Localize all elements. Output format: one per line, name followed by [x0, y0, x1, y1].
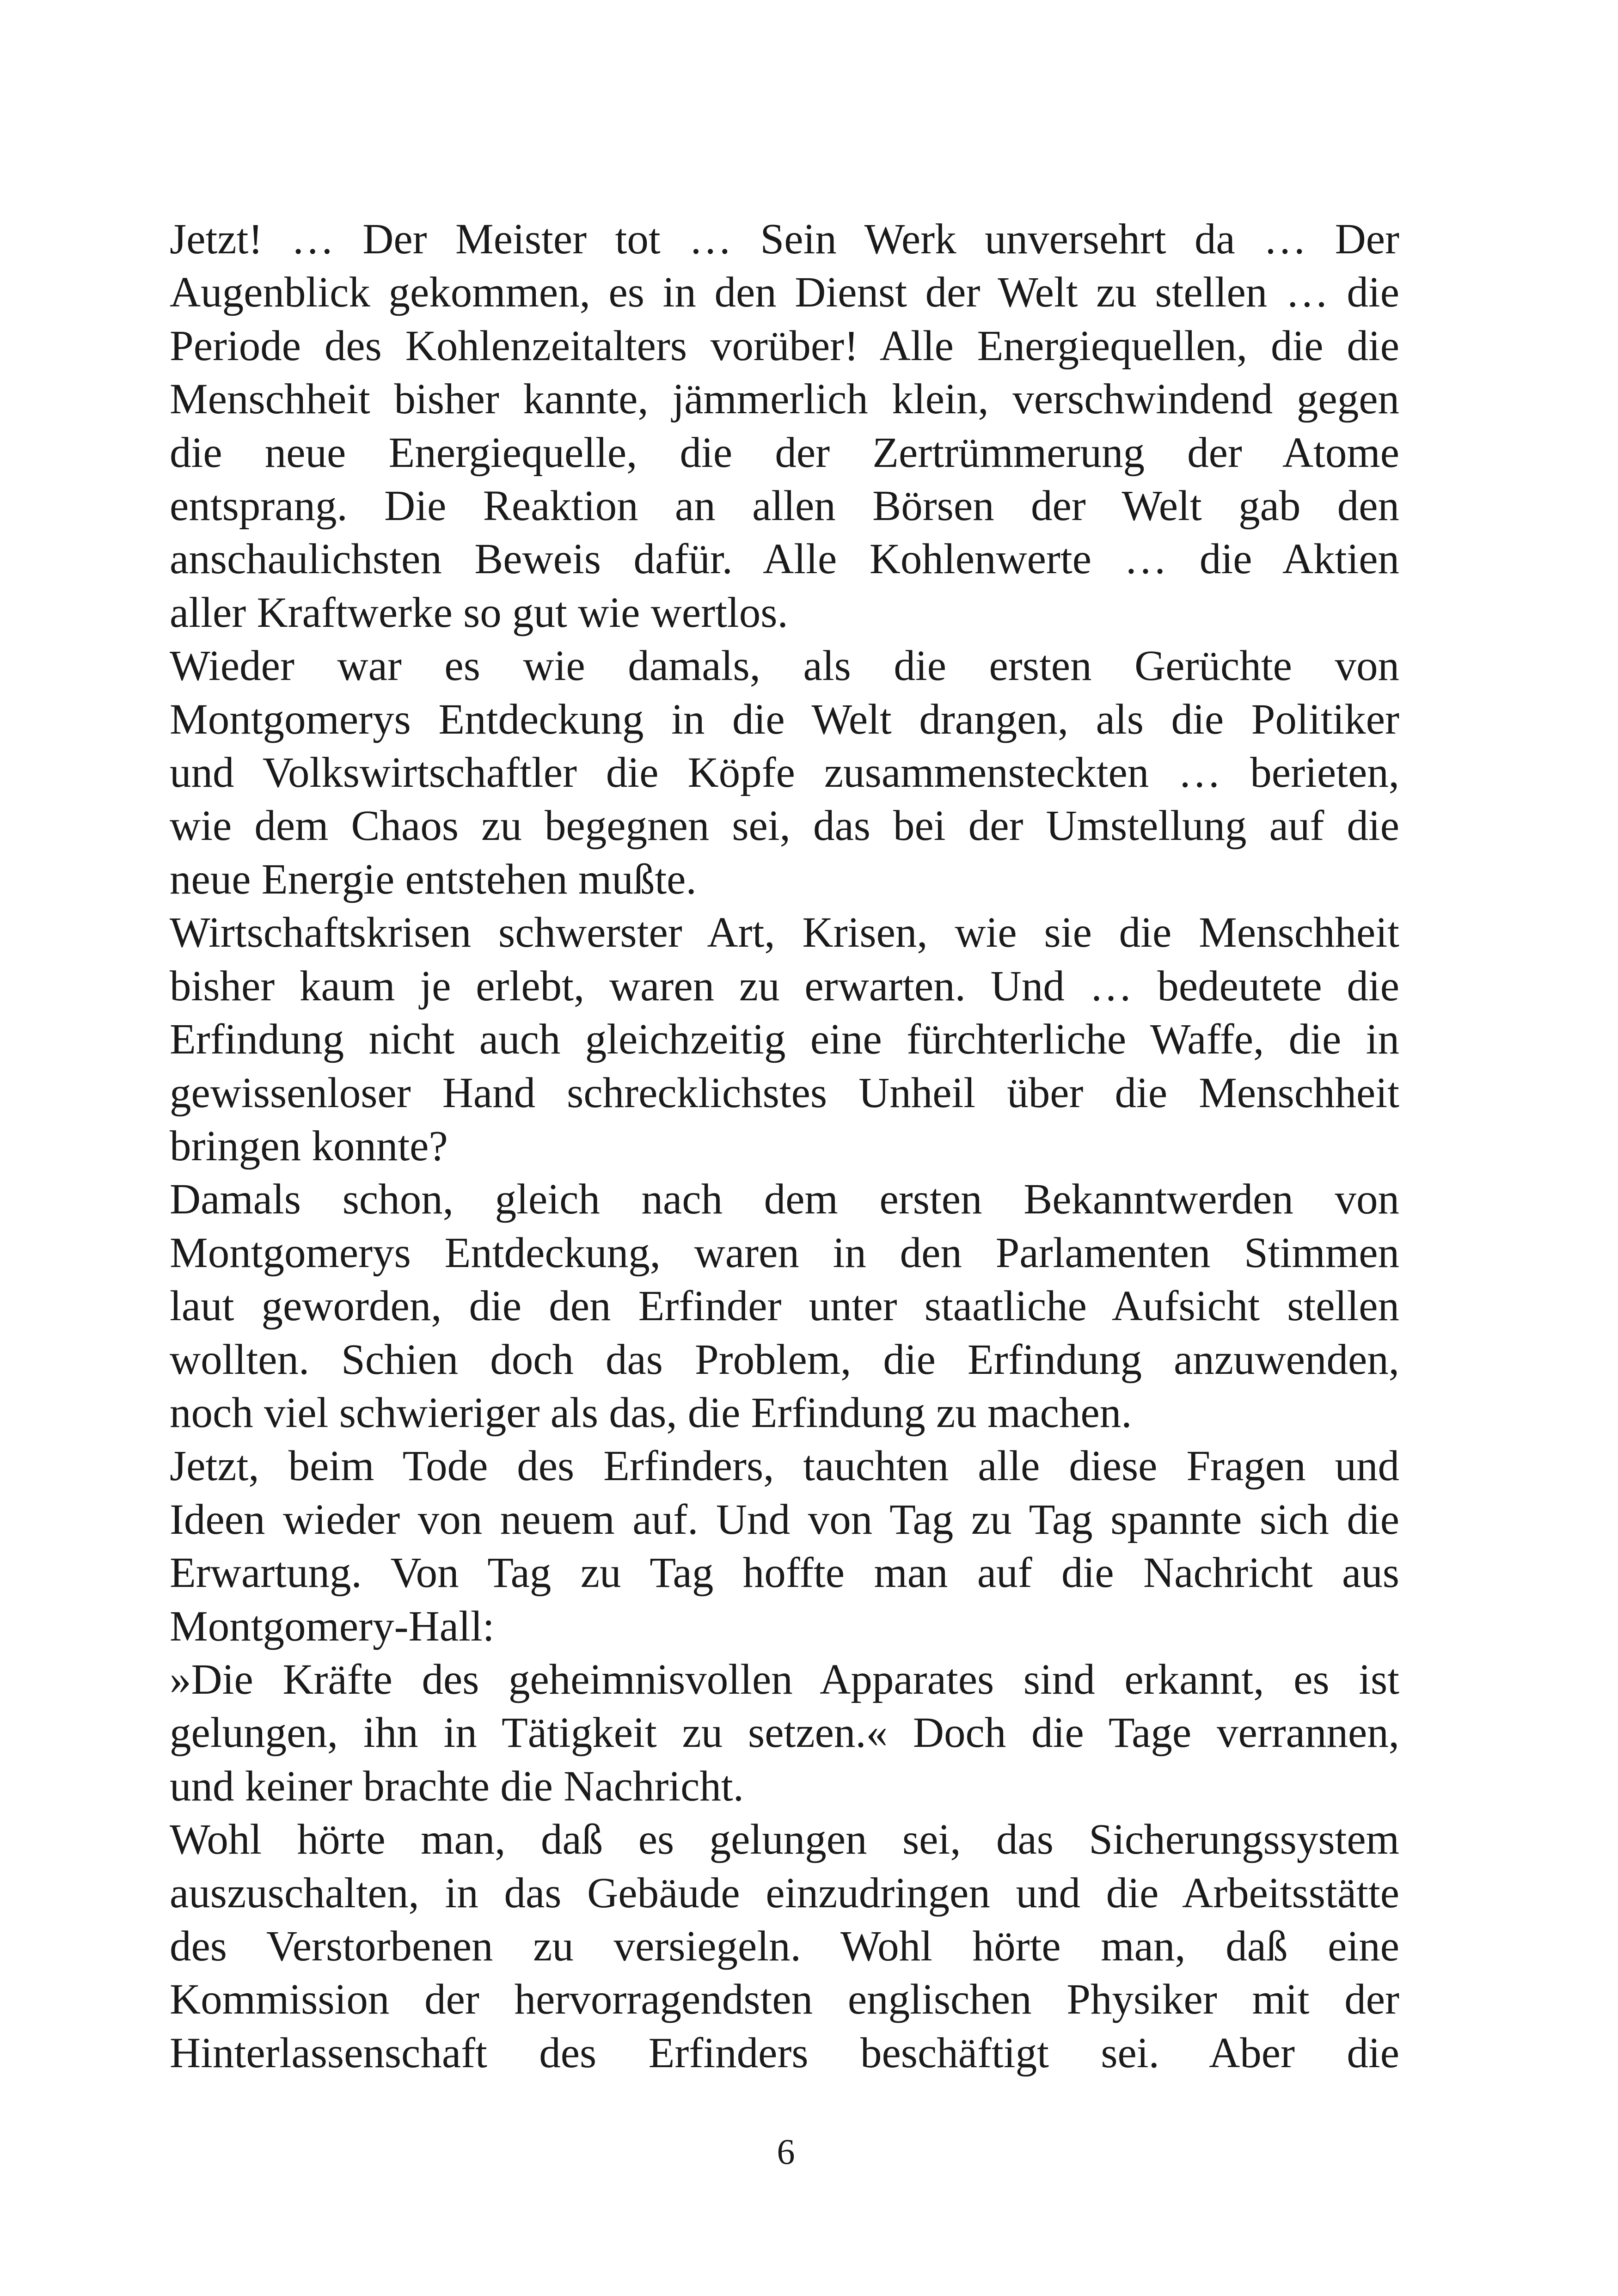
paragraph-1 [170, 213, 1399, 639]
text-line: Wirtschaftskrisen schwerster Art, Krisen, wie sie die Menschheit [170, 909, 1399, 957]
text-line: neue Energie entstehen mußte. [170, 855, 697, 903]
text-line: Periode des Kohlenzeitalters vorüber! Alle Energiequellen, die die [170, 322, 1399, 370]
text-line: anschaulichsten Beweis dafür. Alle Kohlenwerte … die Aktien [170, 535, 1399, 583]
text-line: Augenblick gekommen, es in den Dienst der Welt zu stellen … die [170, 269, 1399, 317]
text-line: gelungen, ihn in Tätigkeit zu setzen.« Doch die Tage verrannen, [170, 1709, 1399, 1757]
paragraph-2 [170, 639, 1399, 906]
text-line: die neue Energiequelle, die der Zertrümmerung der Atome [170, 429, 1399, 477]
text-line: Erfindung nicht auch gleichzeitig eine fürchterliche Waffe, die in [170, 1016, 1399, 1064]
text-line: aller Kraftwerke so gut wie wertlos. [170, 588, 788, 637]
text-line: des Verstorbenen zu versiegeln. Wohl hörte man, daß eine [170, 1923, 1399, 1970]
text-line: Jetzt! … Der Meister tot … Sein Werk unversehrt da … Der [170, 215, 1399, 263]
text-line: Wieder war es wie damals, als die ersten Gerüchte von [170, 642, 1399, 690]
text-line: Montgomerys Entdeckung in die Welt drangen, als die Politiker [170, 695, 1399, 743]
text-line: gewissenloser Hand schrecklichstes Unheil über die Menschheit [170, 1069, 1399, 1117]
text-line: bisher kaum je erlebt, waren zu erwarten. Und … bedeutete die [170, 962, 1399, 1010]
text-line: Wohl hörte man, daß es gelungen sei, das Sicherungssystem [170, 1816, 1399, 1864]
text-line: wollten. Schien doch das Problem, die Erfindung anzuwenden, [170, 1335, 1399, 1384]
page-number: 6 [777, 2131, 795, 2172]
paragraph-4 [170, 1173, 1399, 1439]
text-line: »Die Kräfte des geheimnisvollen Apparates sind erkannt, es ist [170, 1655, 1399, 1703]
text-line: Kommission der hervorragendsten englischen Physiker mit der [170, 1976, 1399, 2024]
text-line: Montgomery-Hall: [170, 1602, 495, 1650]
text-line: und keiner brachte die Nachricht. [170, 1762, 744, 1810]
text-line: laut geworden, die den Erfinder unter staatliche Aufsicht stellen [170, 1282, 1399, 1330]
text-line: Jetzt, beim Tode des Erfinders, tauchten alle diese Fragen und [170, 1442, 1399, 1490]
text-line: auszuschalten, in das Gebäude einzudringen und die Arbeitsstätte [170, 1869, 1399, 1917]
text-line: und Volkswirtschaftler die Köpfe zusammensteckten … berieten, [170, 749, 1399, 797]
paragraph-7 [170, 1813, 1399, 2080]
text-line: Hinterlassenschaft des Erfinders beschäftigt sei. Aber die [170, 2029, 1399, 2077]
paragraph-3 [170, 906, 1399, 1173]
body-text [170, 213, 1399, 2080]
text-line: Ideen wieder von neuem auf. Und von Tag zu Tag spannte sich die [170, 1495, 1399, 1543]
text-line: Erwartung. Von Tag zu Tag hoffte man auf die Nachricht aus [170, 1549, 1399, 1597]
text-line: Montgomerys Entdeckung, waren in den Parlamenten Stimmen [170, 1229, 1399, 1277]
text-line: entsprang. Die Reaktion an allen Börsen der Welt gab den [170, 482, 1399, 530]
text-line: wie dem Chaos zu begegnen sei, das bei der Umstellung auf die [170, 802, 1399, 850]
text-line: Menschheit bisher kannte, jämmerlich klein, verschwindend gegen [170, 375, 1399, 423]
paragraph-6 [170, 1653, 1399, 1813]
text-line: bringen konnte? [170, 1122, 448, 1170]
text-line: noch viel schwieriger als das, die Erfindung zu machen. [170, 1389, 1132, 1437]
text-line: Damals schon, gleich nach dem ersten Bekanntwerden von [170, 1176, 1399, 1224]
paragraph-5 [170, 1439, 1399, 1653]
